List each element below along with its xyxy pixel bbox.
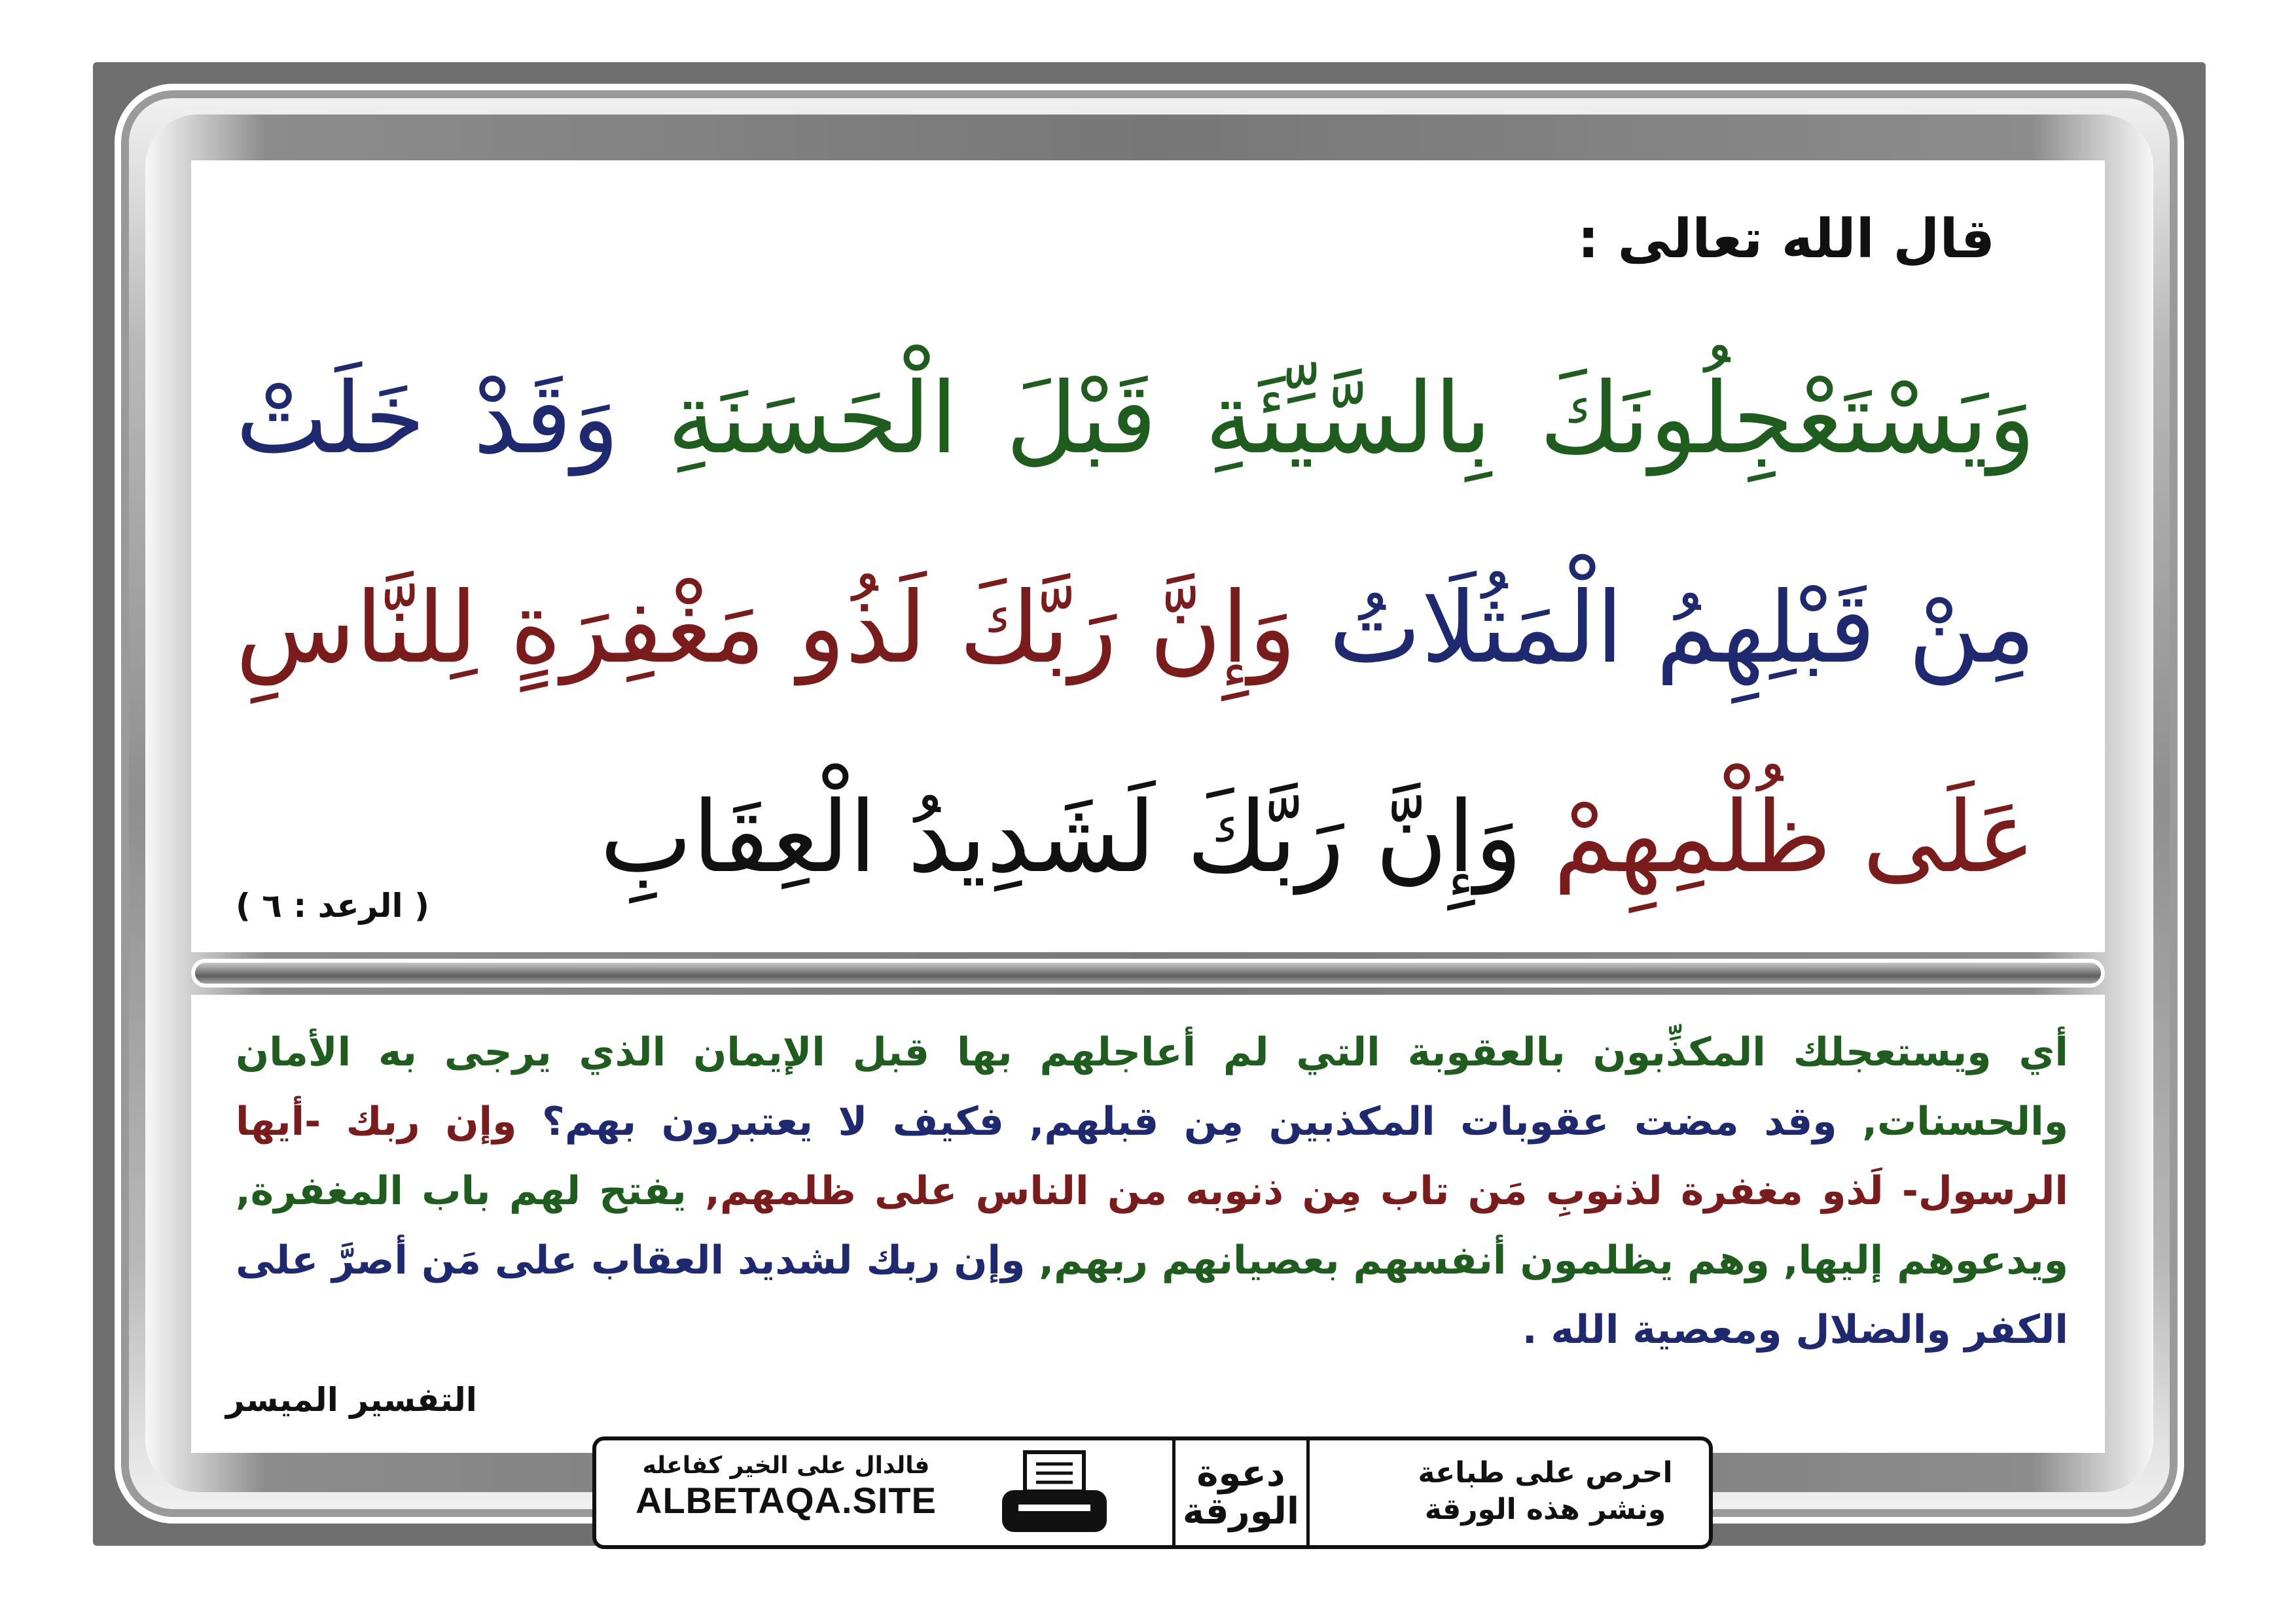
tafsir-segment-1: أي ويستعجلك المكذِّبون بالعقوبة التي لم أعاجلهم بها قبل الإيمان الذي يرجى به الأمان والحسنات, <box>236 1029 2068 1145</box>
tafsir-segment-5: وإن ربك لشديد العقاب على مَن أصرَّ على الكفر والضلال ومعصية الله . <box>236 1238 2068 1353</box>
footer-banner <box>592 1436 1713 1549</box>
printer-icon <box>989 1447 1120 1539</box>
verse-segment-1: وَيَسْتَعْجِلُونَكَ بِالسَّيِّئَةِ قَبْلَ الْحَسَنَةِ <box>667 362 2036 476</box>
site-link[interactable]: ALBETAQA.SITE <box>636 1480 937 1521</box>
tafsir-segment-4: يفتح لهم باب المغفرة, ويدعوهم إليها, وهم يظلمون أنفسهم بعصيانهم ربهم, <box>236 1168 2068 1283</box>
footer-cta-line-1: احرص على طباعة <box>1418 1456 1673 1489</box>
dawah-logo <box>1172 1440 1310 1545</box>
footer-tagline: فالدال على الخير كفاعله <box>642 1452 930 1479</box>
footer-left <box>616 1452 956 1522</box>
tafsir-segment-2: وقد مضت عقوبات المكذبين مِن قبلهم, فكيف لا يعتبرون بهم؟ <box>542 1099 1837 1145</box>
verse-segment-2: وَقَدْ خَلَتْ مِنْ قَبْلِهِمُ الْمَثُلَاتُ <box>236 362 2036 685</box>
logo-line-2: الورقة <box>1182 1490 1300 1533</box>
tafsir-segment-3: وإن ربك -أيها الرسول- لَذو مغفرة لذنوبِ مَن تاب مِن ذنوبه من الناس على ظلمهم, <box>236 1099 2068 1214</box>
verse-segment-4: وَإِنَّ رَبَّكَ لَشَدِيدُ الْعِقَابِ <box>600 781 1522 895</box>
verse-reference: ( الرعد : ٦ ) <box>236 887 429 925</box>
logo-line-1: دعوة <box>1196 1452 1285 1495</box>
footer-right <box>1401 1455 1689 1528</box>
verse-segment-3: وَإِنَّ رَبَّكَ لَذُو مَغْفِرَةٍ لِلنَّاسِ عَلَى ظُلْمِهِمْ <box>236 571 2036 895</box>
quran-verse <box>236 314 2036 942</box>
footer-cta-line-2: ونشر هذه الورقة <box>1424 1493 1666 1526</box>
tafsir-source: التفسير الميسر <box>226 1381 477 1419</box>
tafsir-text <box>236 1018 2068 1364</box>
panel-divider <box>191 959 2105 988</box>
page-title: قال الله تعالى : <box>1577 208 1995 270</box>
